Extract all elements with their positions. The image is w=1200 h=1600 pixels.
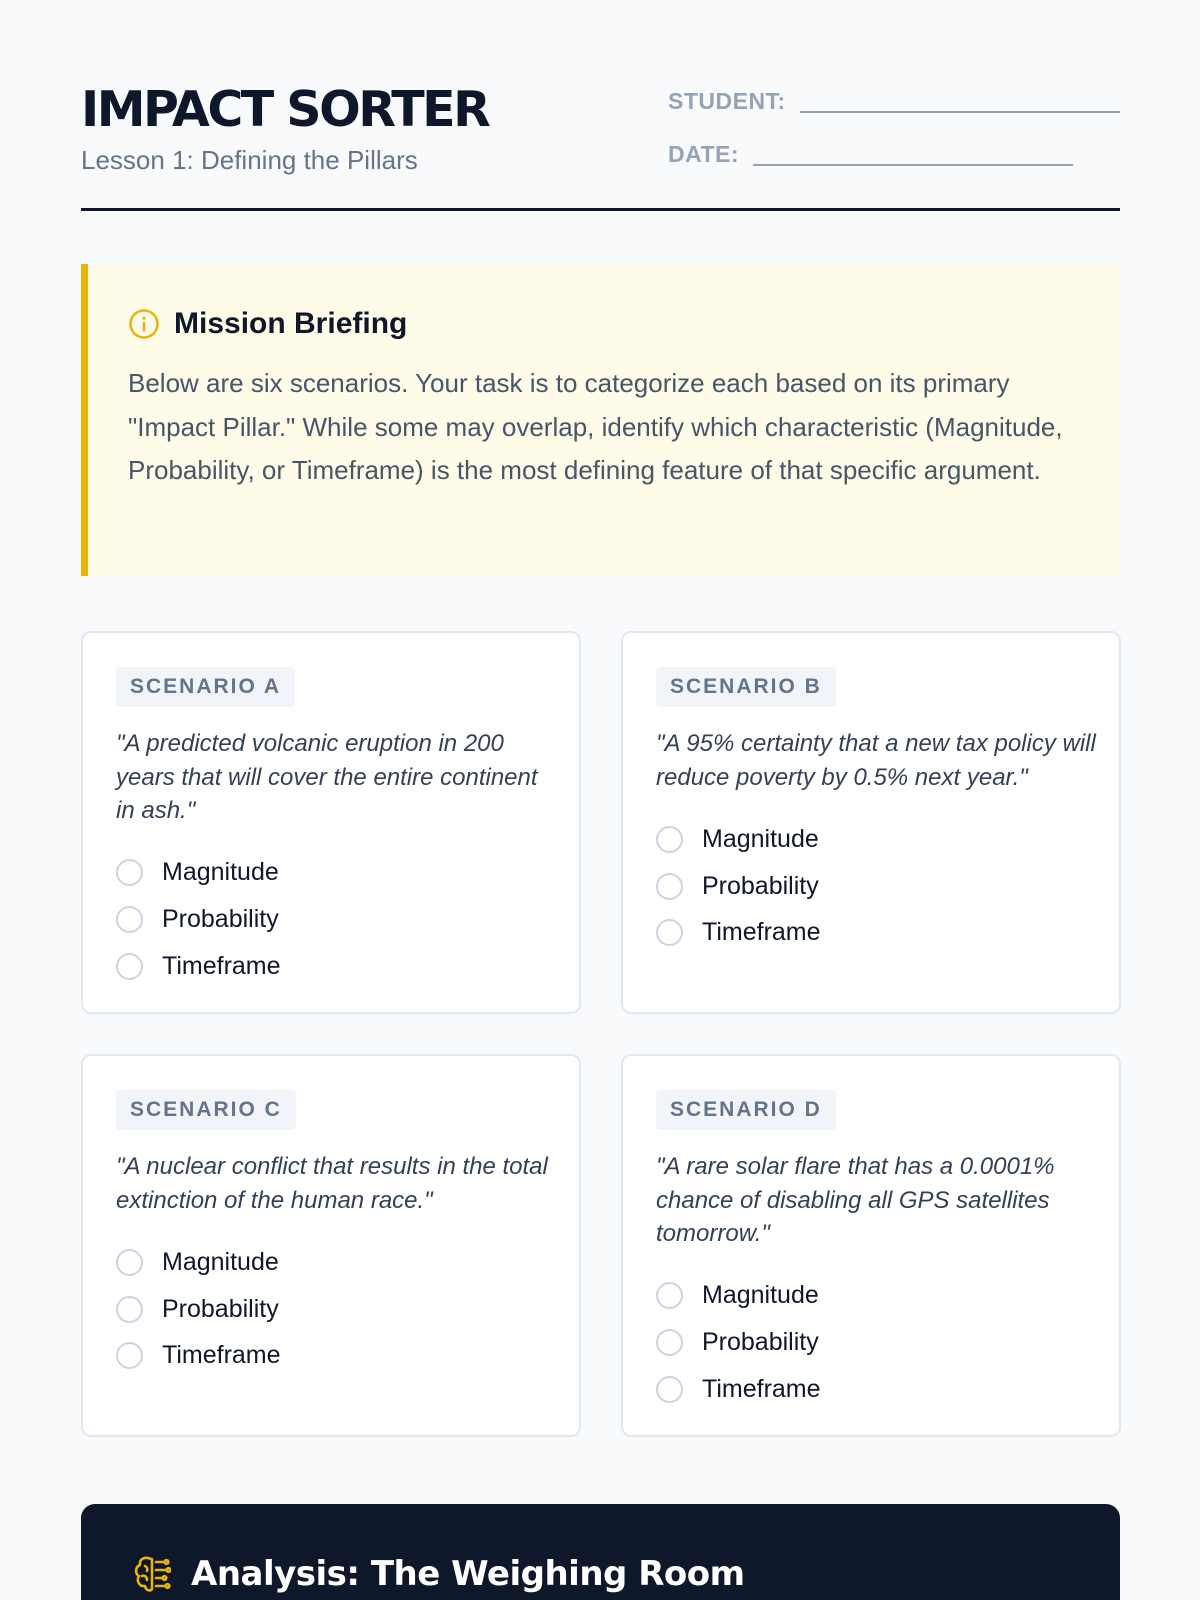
radio-button[interactable] xyxy=(656,1282,683,1309)
scenario-card-d xyxy=(621,1054,1121,1437)
date-field[interactable] xyxy=(668,140,1073,168)
scenario-quote: "A rare solar flare that has a 0.0001% chance of disabling all GPS satellites tomorrow." xyxy=(656,1153,1055,1247)
option-label: Timeframe xyxy=(162,951,281,980)
option-probability[interactable] xyxy=(656,863,1086,910)
info-icon xyxy=(128,308,160,340)
option-label: Magnitude xyxy=(162,1247,279,1276)
radio-button[interactable] xyxy=(116,1296,143,1323)
radio-button[interactable] xyxy=(656,826,683,853)
date-label: DATE: xyxy=(668,141,740,167)
option-label: Probability xyxy=(162,1294,279,1323)
briefing-text: Below are six scenarios. Your task is to categorize each based on its primary "Impact Pillar." While some may overlap, identify which characteristic (Magnitude, Probability, or Timeframe) is the most defining feature of that specific argument. xyxy=(128,368,1063,485)
option-label: Probability xyxy=(702,871,819,900)
analysis-header xyxy=(133,1554,1068,1594)
option-timeframe[interactable] xyxy=(116,1332,546,1379)
student-field[interactable] xyxy=(668,87,1120,115)
brain-icon xyxy=(133,1554,171,1594)
option-magnitude[interactable] xyxy=(116,1239,546,1286)
student-input-line[interactable] xyxy=(800,111,1120,113)
radio-button[interactable] xyxy=(656,1376,683,1403)
radio-button[interactable] xyxy=(656,873,683,900)
radio-button[interactable] xyxy=(656,919,683,946)
scenario-card-c xyxy=(81,1054,581,1437)
option-timeframe[interactable] xyxy=(656,909,1086,956)
option-label: Magnitude xyxy=(702,1281,819,1310)
option-probability[interactable] xyxy=(116,896,546,943)
scenario-badge: SCENARIO B xyxy=(656,667,836,707)
radio-button[interactable] xyxy=(116,906,143,933)
analysis-title: Analysis: The Weighing Room xyxy=(191,1554,745,1594)
option-magnitude[interactable] xyxy=(656,816,1086,863)
briefing-title: Mission Briefing xyxy=(174,307,408,340)
option-label: Probability xyxy=(702,1328,819,1357)
scenario-quote: "A predicted volcanic eruption in 200 years that will cover the entire continent in ash." xyxy=(116,730,538,824)
date-input-line[interactable] xyxy=(753,164,1073,166)
option-probability[interactable] xyxy=(116,1286,546,1333)
scenario-card-b xyxy=(621,631,1121,1014)
option-timeframe[interactable] xyxy=(116,943,546,990)
page-title: IMPACT SORTER xyxy=(81,81,489,138)
option-label: Timeframe xyxy=(162,1341,281,1370)
mission-briefing xyxy=(81,264,1120,576)
scenario-quote: "A 95% certainty that a new tax policy will reduce poverty by 0.5% next year." xyxy=(656,730,1096,791)
option-label: Magnitude xyxy=(702,824,819,853)
option-timeframe[interactable] xyxy=(656,1366,1086,1413)
option-probability[interactable] xyxy=(656,1319,1086,1366)
student-label: STUDENT: xyxy=(668,88,786,114)
analysis-section xyxy=(81,1504,1120,1600)
option-label: Magnitude xyxy=(162,858,279,887)
radio-button[interactable] xyxy=(116,1342,143,1369)
option-label: Timeframe xyxy=(702,918,821,947)
option-magnitude[interactable] xyxy=(656,1273,1086,1320)
scenario-badge: SCENARIO A xyxy=(116,667,295,707)
briefing-header xyxy=(128,306,1080,342)
scenario-quote: "A nuclear conflict that results in the total extinction of the human race." xyxy=(116,1153,548,1214)
scenario-options xyxy=(656,1273,1086,1413)
radio-button[interactable] xyxy=(656,1329,683,1356)
scenario-card-a xyxy=(81,631,581,1014)
scenario-badge: SCENARIO C xyxy=(116,1090,296,1130)
option-magnitude[interactable] xyxy=(116,850,546,897)
header xyxy=(81,0,1120,211)
radio-button[interactable] xyxy=(116,953,143,980)
radio-button[interactable] xyxy=(116,1249,143,1276)
scenario-options xyxy=(656,816,1086,956)
scenario-badge: SCENARIO D xyxy=(656,1090,836,1130)
scenario-options xyxy=(116,1239,546,1379)
radio-button[interactable] xyxy=(116,859,143,886)
worksheet-page xyxy=(81,0,1120,1594)
scenario-options xyxy=(116,850,546,990)
page-subtitle: Lesson 1: Defining the Pillars xyxy=(81,145,418,175)
option-label: Timeframe xyxy=(702,1374,821,1403)
option-label: Probability xyxy=(162,905,279,934)
